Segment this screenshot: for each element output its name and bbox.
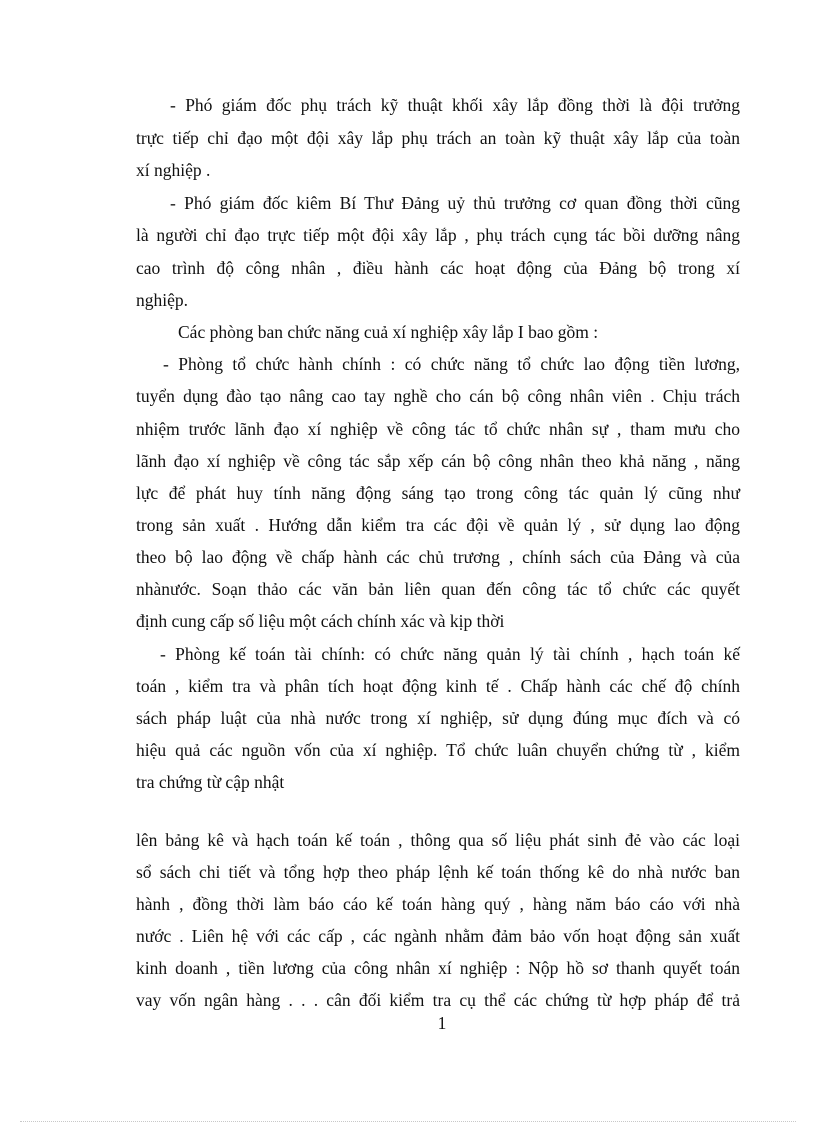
text-line: toán , kiểm tra và phân tích hoạt động kinh tế . Chấp hành các chế độ chính xyxy=(136,676,740,696)
text-line: - Phó giám đốc phụ trách kỹ thuật khối xây lắp đồng thời là đội trưởng xyxy=(170,95,740,115)
text-line: lên bảng kê và hạch toán kế toán , thông qua số liệu phát sinh đẻ vào các loại xyxy=(136,830,740,850)
page-bottom-rule xyxy=(20,1121,796,1122)
text-line: cao trình độ công nhân , điều hành các hoạt động của Đảng bộ trong xí xyxy=(136,258,740,278)
text-line: lực để phát huy tính năng động sáng tạo trong công tác quản lý cũng như xyxy=(136,483,740,503)
text-line: nước . Liên hệ với các cấp , các ngành nhằm đảm bảo vốn hoạt động sản xuất xyxy=(136,926,740,946)
text-line: lãnh đạo xí nghiệp về công tác sắp xếp cán bộ công nhân theo khả năng , năng xyxy=(136,451,740,471)
text-line: nhiệm trước lãnh đạo xí nghiệp về công tác tổ chức nhân sự , tham mưu cho xyxy=(136,419,740,439)
text-line: sách pháp luật của nhà nước trong xí nghiệp, sử dụng đúng mục đích và có xyxy=(136,708,740,728)
text-line: nhànước. Soạn thảo các văn bản liên quan đến công tác tổ chức các quyết xyxy=(136,579,740,599)
text-line: hành , đồng thời làm báo cáo kế toán hàng quý , hàng năm báo cáo với nhà xyxy=(136,894,740,914)
text-line: hiệu quả các nguồn vốn của xí nghiệp. Tổ chức luân chuyển chứng từ , kiểm xyxy=(136,740,740,760)
text-line: là người chỉ đạo trực tiếp một đội xây lắp , phụ trách cụng tác bồi dưỡng nâng xyxy=(136,225,740,245)
text-line: định cung cấp số liệu một cách chính xác và kịp thời xyxy=(136,611,505,631)
text-line: nghiệp. xyxy=(136,290,189,310)
text-line: trong sản xuất . Hướng dẫn kiểm tra các đội về quản lý , sử dụng lao động xyxy=(136,515,740,535)
text-line: theo bộ lao động về chấp hành các chủ trương , chính sách của Đảng và của xyxy=(136,547,740,567)
text-line: tra chứng từ cập nhật xyxy=(136,772,285,792)
text-line: kinh doanh , tiền lương của công nhân xí nghiệp : Nộp hồ sơ thanh quyết toán xyxy=(136,958,740,978)
text-line: trực tiếp chỉ đạo một đội xây lắp phụ trách an toàn kỹ thuật xây lắp của toàn xyxy=(136,128,740,148)
text-line: sổ sách chi tiết và tổng hợp theo pháp lệnh kế toán thống kê do nhà nước ban xyxy=(136,862,740,882)
text-line: vay vốn ngân hàng . . . cân đối kiểm tra cụ thể các chứng từ hợp pháp để trả xyxy=(136,990,740,1010)
page-number: 1 xyxy=(437,1013,447,1033)
text-line: xí nghiệp . xyxy=(136,160,211,180)
text-line: - Phó giám đốc kiêm Bí Thư Đảng uỷ thủ trưởng cơ quan đồng thời cũng xyxy=(170,193,740,213)
text-line: tuyển dụng đào tạo nâng cao tay nghề cho cán bộ công nhân viên . Chịu trách xyxy=(136,386,740,406)
text-line: - Phòng tổ chức hành chính : có chức năng tổ chức lao động tiền lương, xyxy=(163,354,740,374)
text-line: - Phòng kế toán tài chính: có chức năng quản lý tài chính , hạch toán kế xyxy=(160,644,740,664)
section-heading: Các phòng ban chức năng cuả xí nghiệp xây lắp I bao gồm : xyxy=(178,322,599,342)
